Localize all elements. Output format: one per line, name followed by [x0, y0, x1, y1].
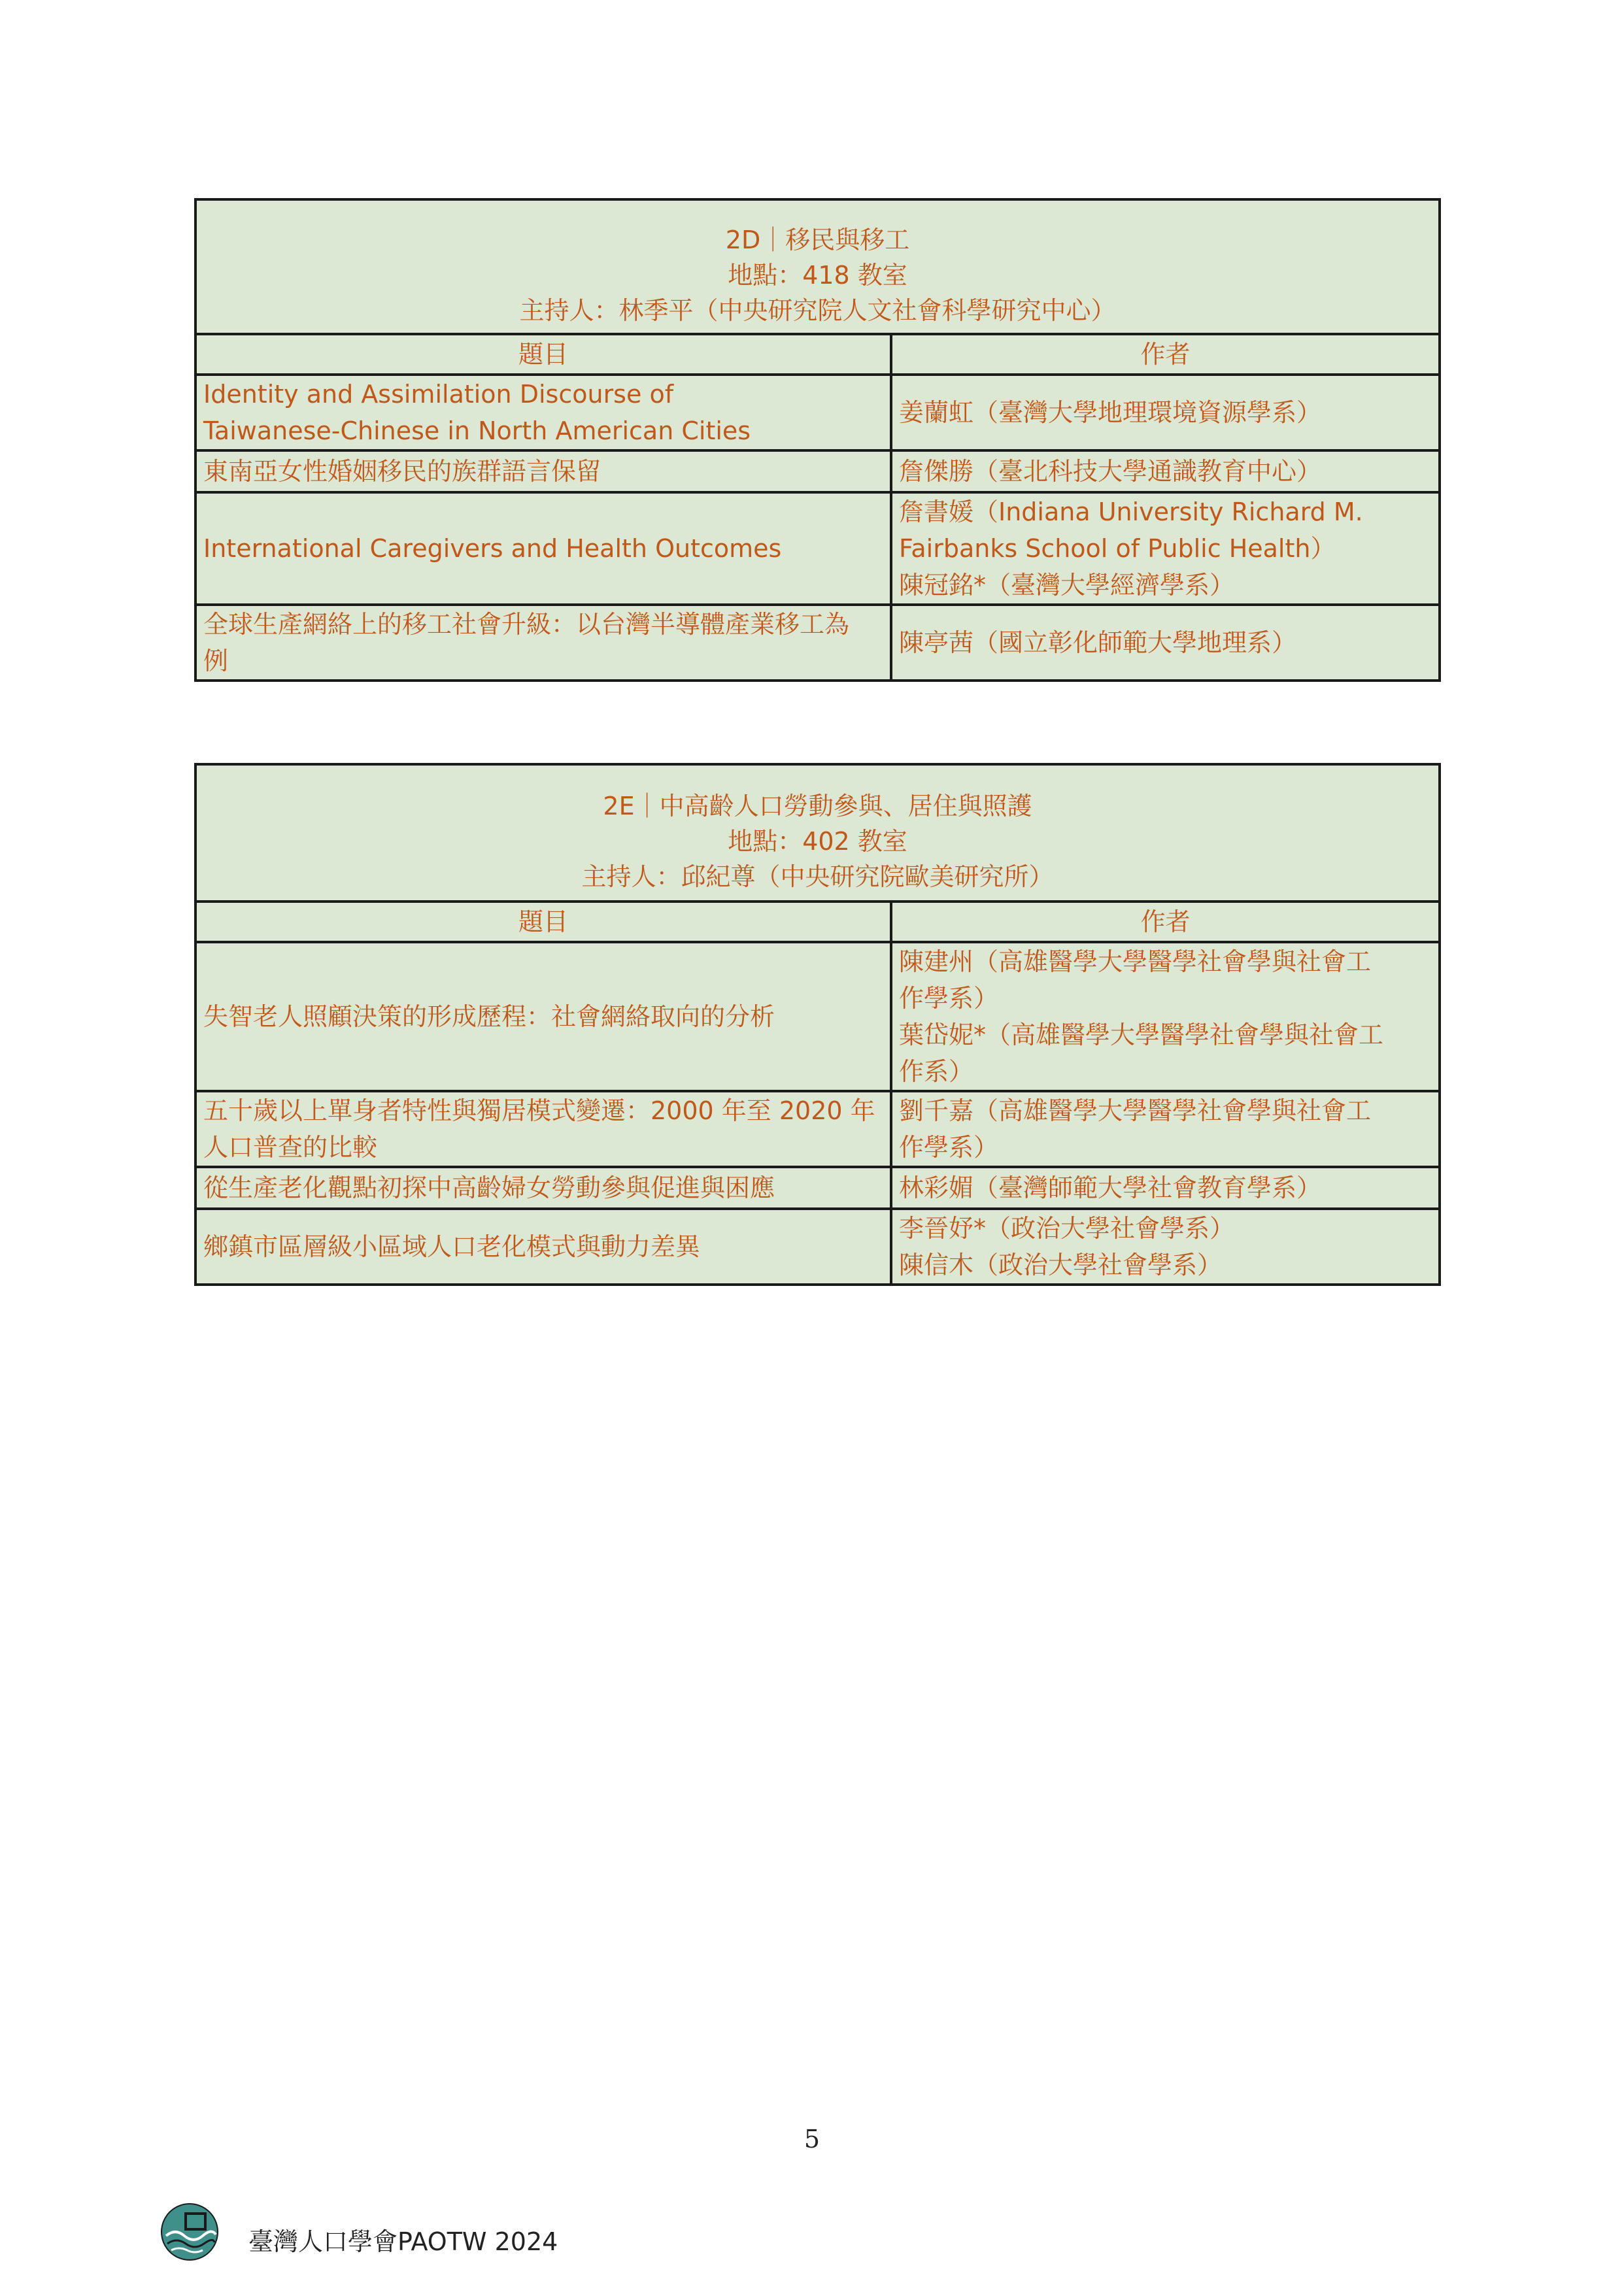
column-header-row — [195, 902, 1440, 942]
paper-title — [195, 942, 891, 1091]
paper-authors — [891, 1209, 1440, 1285]
table-row — [195, 375, 1440, 450]
author-line: 作學系） — [899, 984, 999, 1013]
session-2d-table — [194, 198, 1441, 682]
paper-authors — [891, 1091, 1440, 1167]
paotw-logo-icon — [160, 2202, 220, 2262]
paper-title-line: 五十歲以上單身者特性與獨居模式變遷：2000 年至 2020 年 — [203, 1096, 875, 1125]
paper-authors — [891, 450, 1440, 492]
author-line: 劉千嘉（高雄醫學大學醫學社會學與社會工 — [899, 1096, 1372, 1125]
paper-authors — [891, 605, 1440, 681]
table-row — [195, 1091, 1440, 1167]
author-line: 陳信木（政治大學社會學系） — [899, 1251, 1223, 1279]
author-line: 林彩媚（臺灣師範大學社會教育學系） — [899, 1173, 1322, 1202]
author-line: 作學系） — [899, 1133, 999, 1162]
paper-title — [195, 1209, 891, 1285]
author-line: 陳冠銘*（臺灣大學經濟學系） — [899, 571, 1235, 599]
column-header-title: 題目 — [195, 334, 891, 375]
paper-title — [195, 1167, 891, 1209]
table-row — [195, 450, 1440, 492]
paper-authors — [891, 942, 1440, 1091]
session-header-row — [195, 199, 1440, 334]
session-code-title: 2E｜中高齡人口勞動參與、居住與照護 — [603, 792, 1032, 820]
paper-title-line: Taiwanese-Chinese in North American Cities — [203, 416, 751, 445]
paper-title — [195, 375, 891, 450]
paper-title-line: 失智老人照顧決策的形成歷程：社會網絡取向的分析 — [203, 1002, 775, 1031]
author-line: 詹傑勝（臺北科技大學通識教育中心） — [899, 457, 1322, 486]
paper-title-line: Identity and Assimilation Discourse of — [203, 380, 674, 409]
session-header-row — [195, 764, 1440, 902]
column-header-title: 題目 — [195, 902, 891, 942]
session-header — [195, 764, 1440, 902]
session-host: 主持人：林季平（中央研究院人文社會科學研究中心） — [519, 296, 1116, 325]
column-header-row — [195, 334, 1440, 375]
paper-authors — [891, 492, 1440, 605]
session-location: 地點：402 教室 — [728, 827, 907, 856]
paper-authors — [891, 1167, 1440, 1209]
column-header-author: 作者 — [891, 902, 1440, 942]
session-location: 地點：418 教室 — [728, 261, 907, 290]
table-row — [195, 1209, 1440, 1285]
column-header-author: 作者 — [891, 334, 1440, 375]
author-line: 姜蘭虹（臺灣大學地理環境資源學系） — [899, 398, 1322, 427]
paper-title-line: 全球生產網絡上的移工社會升級：以台灣半導體產業移工為 — [203, 610, 850, 639]
session-code-title: 2D｜移民與移工 — [725, 226, 910, 254]
paper-title-line: International Caregivers and Health Outcomes — [203, 534, 782, 563]
table-row — [195, 942, 1440, 1091]
paper-authors — [891, 375, 1440, 450]
author-line: Fairbanks School of Public Health） — [899, 534, 1336, 563]
table-row — [195, 492, 1440, 605]
paper-title-line: 東南亞女性婚姻移民的族群語言保留 — [203, 457, 601, 486]
table-row — [195, 1167, 1440, 1209]
paper-title — [195, 492, 891, 605]
paper-title — [195, 450, 891, 492]
author-line: 詹書媛（Indiana University Richard M. — [899, 498, 1363, 526]
author-line: 葉岱妮*（高雄醫學大學醫學社會學與社會工 — [899, 1020, 1384, 1049]
paper-title-line: 人口普查的比較 — [203, 1133, 378, 1162]
paper-title-line: 鄉鎮市區層級小區域人口老化模式與動力差異 — [203, 1232, 701, 1261]
footer-text: 臺灣人口學會PAOTW 2024 — [248, 2227, 558, 2256]
table-row — [195, 605, 1440, 681]
paper-title-line: 從生產老化觀點初探中高齡婦女勞動參與促進與困應 — [203, 1173, 775, 1202]
session-header — [195, 199, 1440, 334]
session-2e-table — [194, 763, 1441, 1286]
paper-title — [195, 605, 891, 681]
author-line: 陳亭茜（國立彰化師範大學地理系） — [899, 628, 1297, 657]
paper-title-line: 例 — [203, 647, 229, 675]
author-line: 陳建州（高雄醫學大學醫學社會學與社會工 — [899, 947, 1372, 976]
paper-title — [195, 1091, 891, 1167]
page-number: 5 — [804, 2125, 820, 2153]
author-line: 李晉妤*（政治大學社會學系） — [899, 1214, 1235, 1243]
author-line: 作系） — [899, 1057, 974, 1086]
session-host: 主持人：邱紀尊（中央研究院歐美研究所） — [581, 862, 1054, 891]
